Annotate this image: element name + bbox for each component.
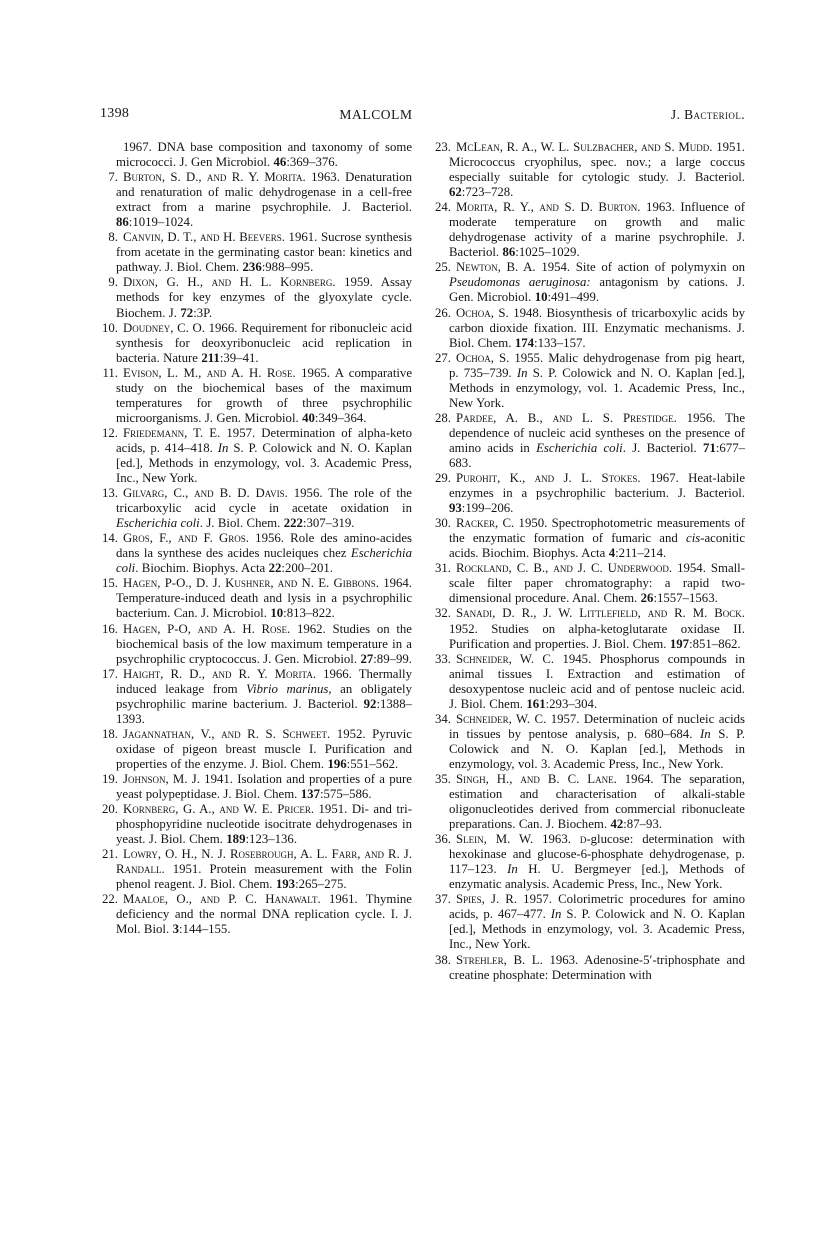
reference-number: 38. [435, 952, 451, 967]
reference-text-run: 46 [273, 155, 287, 170]
reference-entry [433, 351, 745, 411]
reference-text-run: 26 [640, 591, 654, 606]
reference-text-run: 1964. The separation, estimation and characterisation of alkali-stable oligonucleotides derived from commercial ribonucleate preparations. Can. J. Biochem. [449, 771, 745, 832]
reference-text-run: 1954. Small-scale filter paper chromatography: a rapid two-dimensional procedure. Anal. Chem. [449, 561, 745, 606]
reference-entry [100, 486, 412, 531]
reference-entry [100, 892, 412, 937]
reference-text-run: 236 [242, 260, 262, 275]
reference-text-run: 1961. Thymine deficiency and the normal DNA replication cycle. I. J. Mol. Biol. [116, 892, 412, 937]
reference-entry [100, 170, 412, 230]
reference-text-run: In [217, 440, 229, 455]
reference-number: 17. [102, 666, 118, 681]
reference-text-run: In [699, 726, 711, 741]
reference-text-run: :307–319. [302, 516, 355, 531]
reference-text-run: Spies, J. R. [456, 892, 518, 907]
reference-text-run: :1557–1563. [653, 591, 718, 606]
reference-text-run: antagonism by cations. J. Gen. Microbiol. [449, 275, 745, 305]
reference-entry [433, 471, 745, 516]
reference-number: 10. [102, 320, 118, 335]
reference-text-run: 1952. Pyruvic oxidase of pigeon breast muscle I. Purification and properties of the enzyme. J. Biol. Chem. [116, 726, 412, 771]
references-column-right [433, 140, 745, 983]
reference-number: 28. [435, 410, 451, 425]
reference-text-run: 193 [275, 877, 296, 892]
reference-number: 9. [108, 275, 118, 290]
reference-text-run: 27 [360, 651, 374, 666]
reference-text-run: 196 [327, 756, 347, 771]
reference-entry [100, 667, 412, 727]
reference-entry [100, 622, 412, 667]
references-column-left [100, 140, 412, 937]
reference-text-run: :551–562. [346, 756, 399, 771]
reference-entry [100, 847, 412, 892]
reference-entry [100, 366, 412, 426]
reference-entry [433, 561, 745, 606]
reference-text-run: 161 [526, 696, 546, 711]
reference-text-run: :211–214. [615, 546, 667, 561]
reference-number: 29. [435, 471, 451, 486]
reference-text-run: 72 [180, 305, 194, 320]
reference-text-run: 1950. Spectrophotometric measurements of the enzymatic formation of fumaric and [449, 516, 745, 546]
reference-text-run: :723–728. [461, 185, 514, 200]
reference-text-run: Gros, F., and F. Gros. [123, 531, 249, 546]
reference-entry [433, 953, 745, 983]
reference-text-run: :133–157. [534, 335, 586, 350]
reference-text-run: 189 [226, 832, 246, 847]
reference-entry [433, 772, 745, 832]
reference-entry [433, 260, 745, 305]
reference-text-run: 222 [283, 516, 303, 531]
reference-number: 22. [102, 892, 118, 907]
reference-entry [433, 306, 745, 351]
reference-entry [100, 275, 412, 320]
reference-text-run: 1951. Protein measurement with the Folin phenol reagent. J. Biol. Chem. [116, 862, 412, 892]
reference-number: 8. [108, 230, 118, 245]
reference-text-run: Johnson, M. J. [123, 771, 200, 786]
reference-number: 21. [102, 847, 118, 862]
reference-text-run: . J. Biol. Chem. [199, 516, 284, 531]
reference-text-run: 1952. Studies on alpha-ketoglutarate oxidase II. Purification and properties. J. Biol. Chem. [449, 621, 745, 651]
reference-text-run: . J. Bacteriol. [622, 440, 704, 455]
reference-text-run: 1965. A comparative study on the biochemical bases of the maximum temperatures for growth of three psychrophilic microorganisms. J. Gen. Microbiol. [116, 365, 413, 425]
reference-text-run: :349–364. [314, 410, 367, 425]
reference-text-run: S. P. Colowick and N. O. Kaplan [ed.], Methods in enzymology, vol. 3. Academic Press, Inc., New York. [449, 907, 745, 952]
reference-number: 30. [435, 516, 451, 531]
reference-text-run: 211 [201, 350, 220, 365]
reference-number: 35. [435, 771, 451, 786]
reference-text-run: Purohit, K., and J. L. Stokes. [456, 471, 641, 486]
reference-text-run: 1956. The role of the tricarboxylic acid cycle in acetate oxidation in [116, 486, 412, 516]
reference-text-run: 42 [610, 817, 624, 832]
reference-text-run: 1966. Thermally induced leakage from [116, 666, 412, 696]
running-title-author: MALCOLM [339, 107, 413, 122]
reference-text-run: 3 [172, 922, 179, 937]
reference-text-run: Maaloe, O., and P. C. Hanawalt. [123, 892, 321, 907]
reference-text-run: Sanadi, D. R., J. W. Littlefield, and R. M. Bock. [456, 606, 745, 621]
reference-entry [433, 832, 745, 892]
reference-text-run: :988–995. [261, 260, 314, 275]
reference-text-run: cis [686, 531, 701, 546]
reference-text-run: 1963. Denaturation and renaturation of malic dehydrogenase in a cell-free extract from a marine psychrophile. J. Bacteriol. [116, 170, 412, 215]
reference-text-run: :123–136. [245, 832, 298, 847]
reference-text-run: 1957. Determination of nucleic acids in tissues by pentose analysis, p. 680–684. [449, 711, 746, 741]
reference-text-run: Canvin, D. T., and H. Beevers. [123, 230, 285, 245]
reference-entry [100, 531, 412, 576]
reference-number: 16. [102, 621, 118, 636]
reference-text-run: S. P. Colowick and N. O. Kaplan [ed.], Methods in enzymology, vol. 3. Academic Press, Inc., New York. [116, 440, 412, 486]
reference-text-run: 10 [270, 606, 284, 621]
reference-text-run: Morita, R. Y., and S. D. Burton. [456, 200, 641, 215]
reference-entry [100, 727, 412, 772]
reference-text-run: :851–862. [689, 636, 741, 651]
reference-number: 32. [435, 606, 451, 621]
reference-entry [433, 200, 745, 260]
reference-number: 12. [102, 425, 118, 440]
reference-text-run: H. U. Bergmeyer [ed.], Methods of enzymatic analysis. Academic Press, Inc., New York. [449, 862, 746, 892]
page-header [0, 106, 816, 126]
reference-number: 26. [435, 305, 451, 320]
reference-text-run: McLean, R. A., W. L. Sulzbacher, and S. Mudd. [456, 140, 713, 154]
reference-text-run: 1963. Adenosine-5′-triphosphate and creatine phosphate: Determination with [449, 952, 745, 982]
reference-text-run: Racker, C. [456, 516, 515, 531]
reference-entry [433, 140, 745, 200]
reference-text-run: In [516, 365, 528, 380]
reference-text-run: Strehler, B. L. [456, 952, 543, 967]
reference-text-run: 1957. Colorimetric procedures for amino acids, p. 467–477. [449, 892, 745, 922]
reference-text-run: Newton, B. A. [456, 260, 536, 275]
reference-text-run: Kornberg, G. A., and W. E. Pricer. [123, 802, 315, 817]
reference-text-run: Lowry, O. H., N. J. Rosebrough, A. L. Farr, and R. J. Randall. [116, 847, 412, 877]
reference-number: 27. [435, 350, 451, 365]
reference-text-run: 1963. [533, 832, 580, 847]
reference-entry [100, 321, 412, 366]
reference-entry [433, 411, 745, 471]
reference-entry [433, 516, 745, 561]
reference-text-run: -glucose: determination with hexokinase and glucose-6-phosphate dehydrogenase, p. 117–123. [449, 832, 746, 877]
reference-text-run: Escherichia coli [116, 516, 200, 531]
reference-text-run: 40 [302, 410, 315, 425]
reference-text-run: S. P. Colowick and N. O. Kaplan [ed.], Methods in enzymology, vol. 1. Academic Press, Inc., New York. [449, 365, 745, 410]
reference-text-run: -aconitic acids. Biochim. Biophys. Acta [449, 531, 745, 561]
reference-text-run: 22 [268, 561, 282, 576]
reference-text-run: :1019–1024. [128, 215, 194, 230]
reference-text-run: S. P. Colowick and N. O. Kaplan [ed.], Methods in enzymology, vol. 3. Academic Press, Inc., New York. [449, 726, 745, 771]
reference-number: 18. [102, 726, 118, 741]
reference-text-run: :677–683. [449, 440, 745, 470]
reference-text-run: , an obligately psychrophilic marine bacterium. J. Bacteriol. [116, 681, 412, 711]
reference-text-run: 86 [502, 245, 516, 260]
reference-text-run: 1962. Studies on the biochemical basis of the low maximum temperature in a psychrophilic cryptococcus. J. Gen. Microbiol. [116, 621, 412, 666]
reference-text-run: d [579, 832, 587, 847]
reference-number: 33. [435, 651, 451, 666]
reference-entry [433, 892, 745, 952]
reference-text-run: Gilvarg, C., and B. D. Davis. [123, 486, 288, 501]
reference-text-run: Doudney, C. O. [123, 320, 205, 335]
reference-text-run: 92 [363, 696, 377, 711]
running-title-journal: J. Bacteriol. [670, 107, 745, 122]
reference-text-run: 1941. Isolation and properties of a pure yeast polypeptidase. J. Biol. Chem. [116, 771, 412, 802]
reference-number: 36. [435, 832, 451, 847]
reference-text-run: :89–99. [373, 651, 412, 666]
reference-text-run: In [550, 907, 562, 922]
reference-text-run: 1954. Site of action of polymyxin on [535, 260, 745, 275]
reference-text-run: :87–93. [623, 817, 662, 832]
reference-number: 24. [435, 200, 451, 215]
reference-text-run: 62 [449, 185, 462, 200]
reference-number: 14. [102, 531, 118, 546]
reference-text-run: Pardee, A. B., and L. S. Prestidge. [456, 410, 677, 425]
reference-number: 11. [102, 365, 118, 380]
reference-text-run: Rockland, C. B., and J. C. Underwood. [456, 561, 673, 576]
reference-text-run: 86 [116, 215, 129, 230]
reference-text-run: 4 [608, 546, 616, 561]
reference-entry [100, 230, 412, 275]
reference-text-run: 93 [449, 501, 462, 516]
reference-entry [100, 576, 412, 621]
reference-text-run: 1967. Heat-labile enzymes in a psychrophilic bacterium. J. Bacteriol. [449, 471, 746, 501]
reference-text-run: :39–41. [219, 350, 259, 365]
reference-text-run: Ochoa, S. [456, 350, 510, 365]
reference-number: 34. [435, 711, 451, 726]
reference-text-run: 174 [514, 335, 535, 350]
reference-text-run: 1951. Micrococcus cryophilus, spec. nov.; a large coccus especially suitable for cytologic study. J. Bacteriol. [449, 140, 745, 185]
reference-text-run: :1388–1393. [116, 696, 412, 726]
reference-text-run: Hagen, P-O., D. J. Kushner, and N. E. Gibbons. [123, 576, 379, 591]
reference-text-run: :813–822. [283, 606, 335, 621]
reference-entry [433, 606, 745, 651]
reference-text-run: Singh, H., and B. C. Lane. [456, 771, 617, 786]
reference-text-run: Escherichia coli [116, 546, 412, 576]
reference-text-run: 197 [669, 636, 690, 651]
reference-text-run: 1957. Determination of alpha-keto acids, p. 414–418. [116, 425, 413, 455]
reference-text-run: Schneider, W. C. [456, 651, 555, 666]
reference-number: 31. [435, 561, 451, 576]
reference-text-run: Hagen, P-O, and A. H. Rose. [123, 621, 291, 636]
reference-text-run: Schneider, W. C. [456, 711, 547, 726]
reference-text-run: 1956. Role des amino-acides dans la synthese des acides nucleiques chez [116, 531, 412, 561]
reference-text-run: :575–586. [319, 787, 372, 802]
reference-text-run: 1967. DNA base composition and taxonomy of some micrococci. J. Gen Microbiol. [116, 140, 412, 170]
reference-entry [433, 712, 745, 772]
reference-text-run: 1955. Malic dehydrogenase from pig heart, p. 735–739. [449, 350, 745, 380]
reference-text-run: :3P. [193, 305, 213, 320]
reference-text-run: :144–155. [178, 922, 231, 937]
reference-text-run: Evison, L. M., and A. H. Rose. [123, 365, 296, 380]
reference-text-run: :491–499. [547, 290, 600, 305]
reference-text-run: :265–275. [295, 877, 347, 892]
reference-number: 19. [102, 771, 118, 786]
reference-entry [100, 772, 412, 802]
reference-text-run: Vibrio marinus [246, 681, 329, 696]
reference-text-run: 1945. Phosphorus compounds in animal tissues I. Extraction and estimation of desoxypentose nucleic acid and of pentose nucleic acid. J. Biol. Chem. [449, 651, 746, 711]
reference-text-run: 71 [703, 440, 716, 455]
reference-text-run: 1956. The dependence of nucleic acid syntheses on the presence of amino acids in [449, 410, 745, 455]
reference-text-run: 1966. Requirement for ribonucleic acid synthesis for deoxyribonucleic acid replication in bacteria. Nature [116, 320, 412, 365]
reference-number: 23. [435, 140, 451, 154]
reference-text-run: 1963. Influence of moderate temperature on growth and malic dehydrogenase activity of a marine psychrophile. J. Bacteriol. [449, 200, 745, 260]
reference-text-run: Burton, S. D., and R. Y. Morita. [123, 170, 306, 185]
page-number: 1398 [100, 106, 130, 121]
reference-text-run: Jagannathan, V., and R. S. Schweet. [123, 726, 331, 741]
reference-entry [100, 426, 412, 486]
reference-entry [100, 140, 412, 170]
reference-text-run: . Biochim. Biophys. Acta [135, 561, 269, 576]
reference-number [100, 140, 118, 155]
reference-text-run: Friedemann, T. E. [123, 425, 221, 440]
reference-text-run: 137 [300, 787, 320, 802]
reference-text-run: 1951. Di- and tri-phosphopyridine nucleotide isocitrate dehydrogenases in yeast. J. Biol. Chem. [116, 802, 412, 847]
reference-number: 37. [435, 892, 451, 907]
reference-text-run: Haight, R. D., and R. Y. Morita. [123, 666, 317, 681]
reference-text-run: Slein, M. W. [456, 832, 534, 847]
reference-text-run: 1964. Temperature-induced death and lysis in a psychrophilic bacterium. Can. J. Microbiol. [116, 576, 412, 621]
reference-number: 25. [435, 260, 451, 275]
reference-text-run: 1959. Assay methods for key enzymes of the glyoxylate cycle. Biochem. J. [116, 275, 412, 320]
reference-number: 7. [108, 170, 118, 185]
reference-entry [100, 802, 412, 847]
reference-number: 15. [102, 576, 118, 591]
reference-text-run: :1025–1029. [515, 245, 580, 260]
reference-text-run: :200–201. [281, 561, 333, 576]
reference-text-run: 10 [534, 290, 548, 305]
reference-number: 20. [102, 802, 118, 817]
reference-text-run: Pseudomonas aeruginosa: [449, 275, 591, 290]
reference-text-run: 1961. Sucrose synthesis from acetate in the germinating castor bean: kinetics and pathway. J. Biol. Chem. [116, 230, 413, 275]
reference-text-run: :293–304. [545, 696, 598, 711]
reference-entry [433, 652, 745, 712]
reference-text-run: Dixon, G. H., and H. L. Kornberg. [123, 275, 336, 290]
reference-text-run: Ochoa, S. [456, 305, 509, 320]
reference-text-run: :369–376. [286, 155, 338, 170]
reference-number: 13. [102, 486, 118, 501]
reference-text-run: 1948. Biosynthesis of tricarboxylic acids by carbon dioxide fixation. III. Enzymatic mechanisms. J. Biol. Chem. [449, 305, 745, 350]
reference-text-run: Escherichia coli [536, 440, 623, 455]
reference-text-run: :199–206. [461, 501, 514, 516]
reference-text-run: In [507, 862, 518, 877]
